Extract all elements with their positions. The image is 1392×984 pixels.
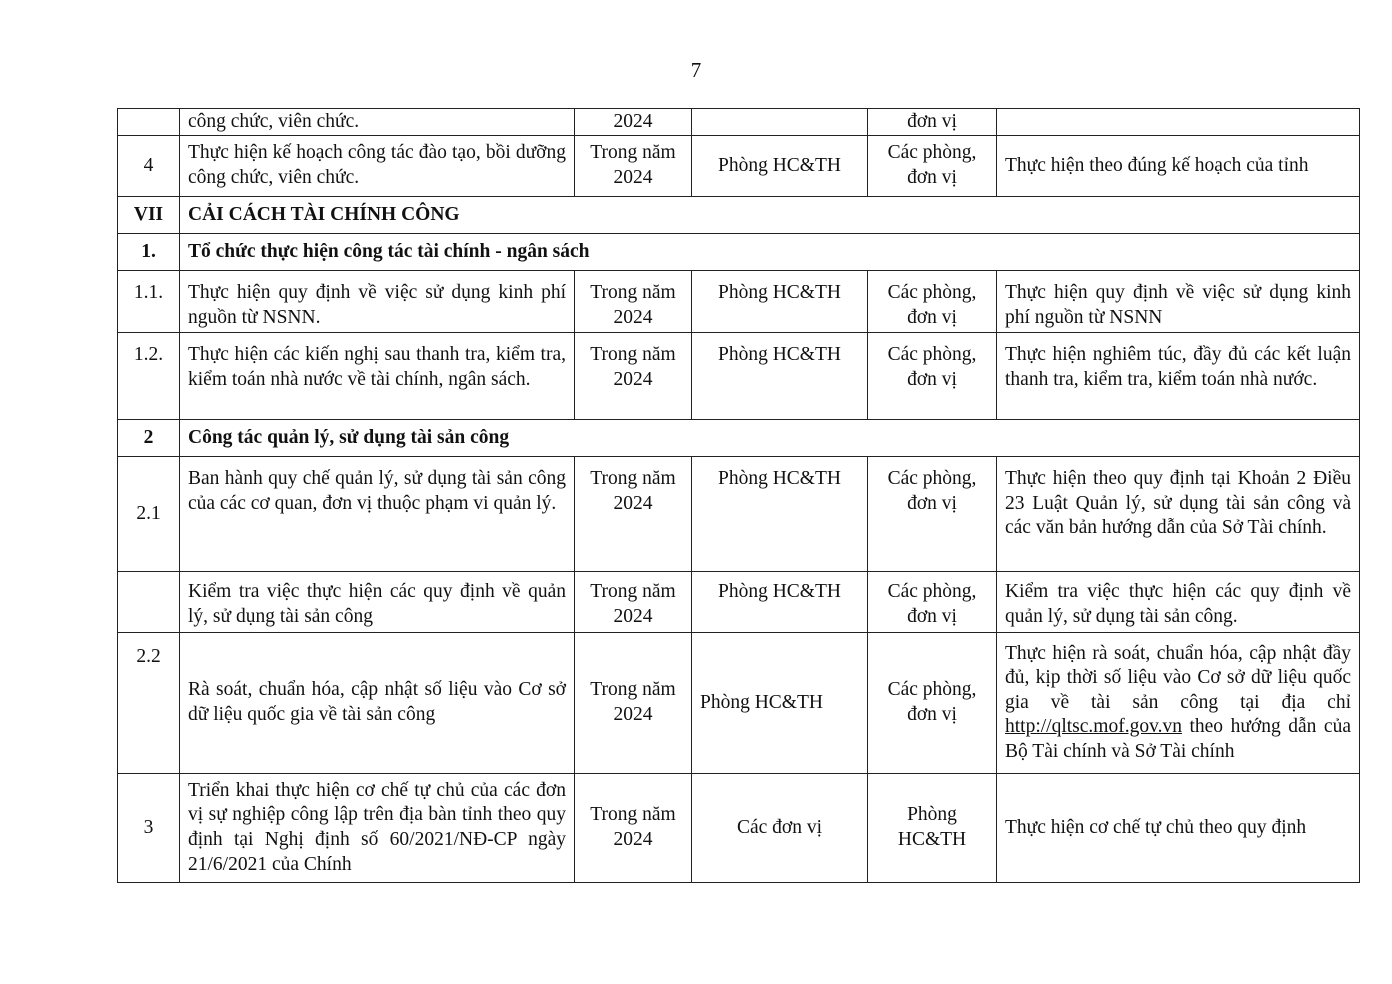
time-cell: Trong năm 2024 <box>575 633 692 774</box>
task-cell: Triển khai thực hiện cơ chế tự chủ của các đơn vị sự nghiệp công lập trên địa bàn tỉnh theo quy định tại Nghị định số 60/2021/NĐ-CP ngày 21/6/2021 của Chính <box>180 774 575 883</box>
section-number: 1. <box>118 234 180 271</box>
time-cell: Trong năm 2024 <box>575 271 692 333</box>
coordinating-unit-cell: Phòng HC&TH <box>868 774 997 883</box>
result-cell: Thực hiện quy định về việc sử dụng kinh phí nguồn từ NSNN <box>997 271 1360 333</box>
row-number <box>118 109 180 136</box>
result-text: Thực hiện rà soát, chuẩn hóa, cập nhật đầy đủ, kịp thời số liệu vào Cơ sở dữ liệu quốc gia về tài sản công tại địa chỉ <box>1005 642 1351 713</box>
table-row <box>118 136 1360 197</box>
qltsc-link[interactable]: http://qltsc.mof.gov.vn <box>1005 716 1182 738</box>
time-cell: Trong năm 2024 <box>575 136 692 197</box>
lead-unit-cell: Phòng HC&TH <box>692 572 868 633</box>
lead-unit-cell: Phòng HC&TH <box>692 633 868 774</box>
plan-table <box>117 108 1360 883</box>
table-row <box>118 457 1360 572</box>
coordinating-unit-cell: Các phòng, đơn vị <box>868 457 997 572</box>
lead-unit-cell: Các đơn vị <box>692 774 868 883</box>
section-row <box>118 197 1360 234</box>
task-cell: Rà soát, chuẩn hóa, cập nhật số liệu vào Cơ sở dữ liệu quốc gia về tài sản công <box>180 633 575 774</box>
lead-unit-cell: Phòng HC&TH <box>692 333 868 420</box>
table-row <box>118 271 1360 333</box>
row-number: 4 <box>118 136 180 197</box>
row-number <box>118 572 180 633</box>
time-cell: Trong năm 2024 <box>575 457 692 572</box>
time-cell: Trong năm 2024 <box>575 774 692 883</box>
section-row <box>118 420 1360 457</box>
section-row <box>118 234 1360 271</box>
lead-unit-cell: Phòng HC&TH <box>692 457 868 572</box>
page-number: 7 <box>690 58 702 82</box>
lead-unit-cell: Phòng HC&TH <box>692 136 868 197</box>
table-row <box>118 333 1360 420</box>
result-text: theo hướng dẫn của Bộ Tài chính và Sở Tài chính <box>1005 716 1351 762</box>
table-row <box>118 109 1360 136</box>
coordinating-unit-cell: Các phòng, đơn vị <box>868 136 997 197</box>
coordinating-unit-cell: Các phòng, đơn vị <box>868 271 997 333</box>
result-cell: Kiểm tra việc thực hiện các quy định về quản lý, sử dụng tài sản công. <box>997 572 1360 633</box>
task-cell: Thực hiện kế hoạch công tác đào tạo, bồi dưỡng công chức, viên chức. <box>180 136 575 197</box>
result-cell: Thực hiện theo quy định tại Khoản 2 Điều 23 Luật Quản lý, sử dụng tài sản công và các văn bản hướng dẫn của Sở Tài chính. <box>997 457 1360 572</box>
row-number: 1.2. <box>118 333 180 420</box>
task-cell: công chức, viên chức. <box>180 109 575 136</box>
table-row <box>118 774 1360 883</box>
time-cell: Trong năm 2024 <box>575 572 692 633</box>
section-number: 2 <box>118 420 180 457</box>
result-cell: Thực hiện nghiêm túc, đầy đủ các kết luận thanh tra, kiểm tra, kiểm toán nhà nước. <box>997 333 1360 420</box>
coordinating-unit-cell: đơn vị <box>868 109 997 136</box>
section-title: Tổ chức thực hiện công tác tài chính - ngân sách <box>180 234 1360 271</box>
result-cell: Thực hiện theo đúng kế hoạch của tỉnh <box>997 136 1360 197</box>
section-number: VII <box>118 197 180 234</box>
section-title: Công tác quản lý, sử dụng tài sản công <box>180 420 1360 457</box>
coordinating-unit-cell: Các phòng, đơn vị <box>868 333 997 420</box>
table-row <box>118 633 1360 774</box>
table-row <box>118 572 1360 633</box>
row-number: 2.2 <box>118 633 180 774</box>
task-cell: Thực hiện quy định về việc sử dụng kinh phí nguồn từ NSNN. <box>180 271 575 333</box>
result-cell <box>997 109 1360 136</box>
time-cell: 2024 <box>575 109 692 136</box>
task-cell: Kiểm tra việc thực hiện các quy định về quản lý, sử dụng tài sản công <box>180 572 575 633</box>
task-cell: Ban hành quy chế quản lý, sử dụng tài sản công của các cơ quan, đơn vị thuộc phạm vi quản lý. <box>180 457 575 572</box>
task-cell: Thực hiện các kiến nghị sau thanh tra, kiểm tra, kiểm toán nhà nước về tài chính, ngân sách. <box>180 333 575 420</box>
section-title: CẢI CÁCH TÀI CHÍNH CÔNG <box>180 197 1360 234</box>
coordinating-unit-cell: Các phòng, đơn vị <box>868 633 997 774</box>
result-cell <box>997 633 1360 774</box>
row-number: 3 <box>118 774 180 883</box>
lead-unit-cell <box>692 109 868 136</box>
row-number: 2.1 <box>118 457 180 572</box>
row-number: 1.1. <box>118 271 180 333</box>
result-cell: Thực hiện cơ chế tự chủ theo quy định <box>997 774 1360 883</box>
lead-unit-cell: Phòng HC&TH <box>692 271 868 333</box>
coordinating-unit-cell: Các phòng, đơn vị <box>868 572 997 633</box>
time-cell: Trong năm 2024 <box>575 333 692 420</box>
